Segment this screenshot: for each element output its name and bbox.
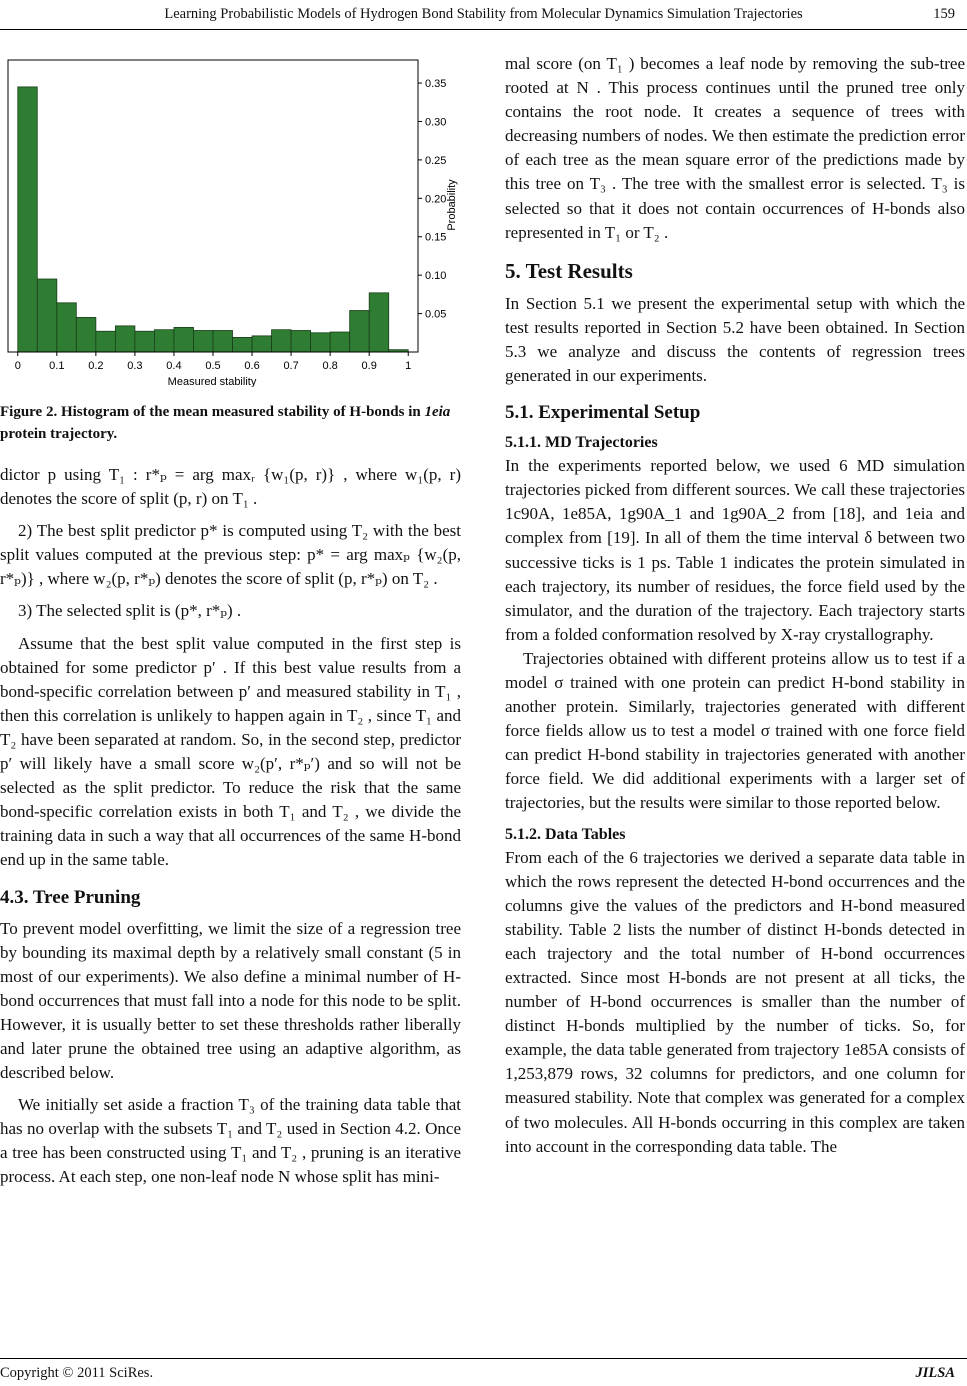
paragraph-overfitting: To prevent model overfitting, we limit the size of a regression tree by bounding its maximal depth by a relatively small constant (5 in most of our experiments). We also define a minimal number of H-bond occurrences that must fall into a node for this node to be split. However, it is usually better to set these thresholds rather liberally and later prune the obtained tree using an adaptive algorithm, as described below. bbox=[0, 918, 461, 1083]
histogram-bar bbox=[96, 331, 116, 352]
histogram-bar bbox=[350, 311, 370, 352]
histogram-bar bbox=[233, 337, 253, 352]
histogram-x-ticks bbox=[15, 352, 412, 372]
page-number: 159 bbox=[933, 6, 955, 22]
histogram-bar bbox=[369, 293, 389, 352]
x-tick-label: 0.6 bbox=[244, 360, 260, 372]
histogram-bar bbox=[115, 326, 135, 352]
histogram-bar bbox=[154, 330, 174, 352]
histogram-bar bbox=[272, 330, 292, 352]
histogram-bar bbox=[311, 333, 331, 352]
histogram-chart bbox=[0, 52, 461, 387]
x-tick-label: 0.9 bbox=[361, 360, 377, 372]
x-tick-label: 0.4 bbox=[166, 360, 182, 372]
running-title: Learning Probabilistic Models of Hydrogen Bond Stability from Molecular Dynamics Simulation Trajectories bbox=[164, 6, 803, 22]
right-column bbox=[505, 52, 965, 1159]
paragraph-trajectory-tests: Trajectories obtained with different proteins allow us to test if a model σ trained with one protein can predict H-bond stability in another protein. Similarly, trajectories generated with different force fields allow us to test a model σ trained with one force field can predict H-bond stability in trajectories generated with another force field. We did additional experiments with a larger set of trajectories, but the results were similar to those reported below. bbox=[505, 648, 965, 813]
subsection-heading-md-trajectories: 5.1.1. MD Trajectories bbox=[505, 434, 658, 452]
paragraph-data-tables: From each of the 6 trajectories we derived a separate data table in which the rows represent the detected H-bond occurrences and the columns give the values of the predictors and H-bond measured stability. Table 2 lists the number of distinct H-bonds detected in each trajectory and the total number of H-bond occurrences extracted. Since most H-bonds are not present at all ticks, the number of H-bond occurrences is smaller than the number of distinct H-bonds multiplied by the number of ticks. So, for example, the data table generated from trajectory 1e85A consists of 1,253,879 rows, 32 columns for predictors, and one column for measured stability. Note that complex was generated for a complex of two molecules. All H-bonds occurring in this complex are taken into account in the corresponding data table. The bbox=[505, 847, 965, 1156]
journal-name: JILSA bbox=[915, 1365, 955, 1381]
y-tick-label: 0.25 bbox=[425, 154, 447, 167]
y-tick-label: 0.10 bbox=[425, 270, 447, 283]
left-column bbox=[0, 52, 461, 1190]
histogram-bars bbox=[18, 87, 408, 352]
caption-italic: 1eia bbox=[424, 404, 451, 420]
footer-rule bbox=[0, 1358, 967, 1359]
y-tick-label: 0.20 bbox=[425, 193, 447, 206]
y-tick-label: 0.05 bbox=[425, 308, 447, 321]
histogram-bar bbox=[135, 331, 155, 352]
copyright: Copyright © 2011 SciRes. bbox=[0, 1365, 154, 1381]
paragraph-bond-correlation: Assume that the best split value computed in the first step is obtained for some predictor p′ . If this best value results from a bond-specific correlation between p′ and measured stability in T₁ , then this correlation is unlikely to happen again in T₂ , since T₁ and T₂ have been separated at random. So, in the second step, predictor p′ will likely have a small score w₂(p′, r*ₚ′) and so will not be selected as the split predictor. To reduce the risk that the same bond-specific correlation exists in both T₁ and T₂ , we divide the training data in such a way that all occurrences of the same H-bond end up in the same table. bbox=[0, 633, 461, 870]
histogram-bar bbox=[193, 330, 213, 352]
header-rule bbox=[0, 29, 967, 30]
y-axis-label: Probability bbox=[446, 179, 458, 231]
paragraph-pruning-cont: mal score (on T₁ ) becomes a leaf node by removing the sub-tree rooted at N . This process continues until the pruned tree only contains the root node. It creates a sequence of trees with decreasing numbers of nodes. We then estimate the prediction error of each tree as the mean square error of the predictions made by this tree on T₃ . The tree with the smallest error is selected. T₃ is selected so that it does not contain occurrences of H-bonds also represented in T₁ or T₂ . bbox=[505, 54, 965, 242]
x-tick-label: 0 bbox=[14, 360, 21, 372]
histogram-figure bbox=[0, 52, 461, 387]
paragraph-step2: 2) The best split predictor p* is computed using T₂ with the best split values computed at the previous step: p* = arg maxₚ {w₂(p, r*ₚ)} , where w₂(p, r*ₚ) denotes the score of split (p, r*ₚ) on T₂ . bbox=[0, 521, 461, 589]
histogram-bar bbox=[18, 87, 38, 352]
x-axis-label: Measured stability bbox=[167, 376, 257, 387]
histogram-bar bbox=[57, 303, 77, 352]
histogram-bar bbox=[252, 336, 272, 352]
x-tick-label: 0.2 bbox=[88, 360, 104, 372]
paragraph-pruning: We initially set aside a fraction T₃ of the training data table that has no overlap with the subsets T₁ and T₂ used in Section 4.2. Once a tree has been constructed using T₁ and T₂ , pruning is an iterative process. At each step, one non-leaf node N whose split has mini- bbox=[0, 1095, 461, 1187]
section-heading-experimental-setup: 5.1. Experimental Setup bbox=[505, 402, 701, 424]
histogram-bar bbox=[174, 327, 194, 352]
x-tick-label: 0.5 bbox=[205, 360, 221, 372]
x-tick-label: 0.7 bbox=[283, 360, 299, 372]
section-heading-test-results: 5. Test Results bbox=[505, 258, 633, 283]
histogram-bar bbox=[213, 330, 233, 352]
paragraph-predictor-step1: dictor p using T₁ : r*ₚ = arg maxᵣ {w₁(p, r)} , where w₁(p, r) denotes the score of split (p, r) on T₁ . bbox=[0, 465, 461, 509]
x-tick-label: 1 bbox=[405, 360, 412, 372]
histogram-y-ticks bbox=[418, 78, 446, 321]
histogram-bar bbox=[291, 330, 311, 352]
x-tick-label: 0.1 bbox=[49, 360, 65, 372]
subsection-heading-data-tables: 5.1.2. Data Tables bbox=[505, 825, 626, 843]
histogram-bar bbox=[37, 279, 57, 352]
paragraph-step3: 3) The selected split is (p*, r*ₚ) . bbox=[18, 601, 242, 621]
caption-end: protein trajectory. bbox=[0, 426, 118, 442]
histogram-bar bbox=[330, 332, 350, 352]
caption-label: Figure 2. bbox=[0, 404, 58, 420]
y-tick-label: 0.15 bbox=[425, 231, 447, 244]
x-tick-label: 0.3 bbox=[127, 360, 143, 372]
paragraph-md-trajectories: In the experiments reported below, we used 6 MD simulation trajectories picked from different sources. We call these trajectories 1c90A, 1e85A, 1g90A_1 and 1g90A_2 from [18], and 1eia and complex from [19]. In all of them the time interval δ between two successive ticks is 1 ps. Table 1 indicates the protein simulated in each trajectory, its number of residues, the force field used by the simulator, and the duration of the trajectory. Each trajectory starts from a folded conformation resolved by X-ray crystallography. bbox=[505, 456, 965, 644]
figure-caption bbox=[0, 401, 461, 445]
paragraph-results-intro: In Section 5.1 we present the experimental setup with which the test results reported in Section 5.2 have been obtained. In Section 5.3 we analyze and discuss the contents of regression trees generated in our experiments. bbox=[505, 293, 965, 386]
x-tick-label: 0.8 bbox=[322, 360, 338, 372]
y-tick-label: 0.30 bbox=[425, 116, 447, 129]
histogram-bar bbox=[76, 317, 96, 352]
section-heading-tree-pruning: 4.3. Tree Pruning bbox=[0, 886, 141, 908]
caption-text: Histogram of the mean measured stability of H-bonds in bbox=[57, 404, 425, 420]
y-tick-label: 0.35 bbox=[425, 78, 447, 91]
